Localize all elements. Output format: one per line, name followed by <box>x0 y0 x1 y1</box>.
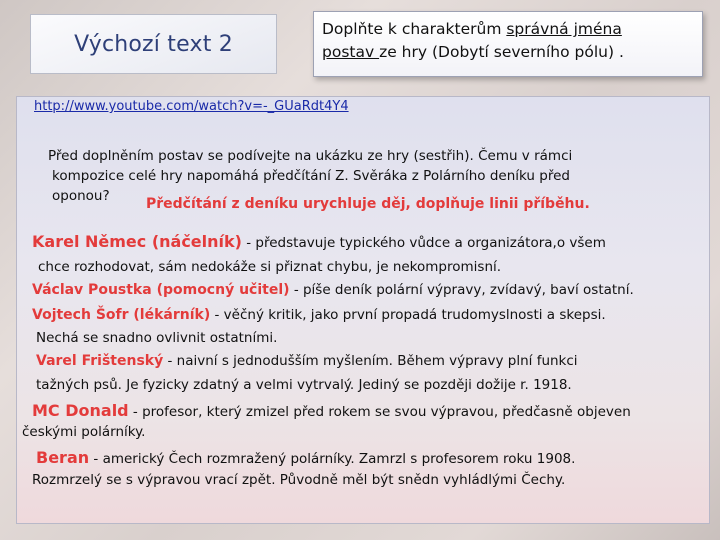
character-4 <box>36 351 578 372</box>
character-name-5: MC Donald <box>32 401 129 420</box>
intro-line3: oponou? <box>52 188 110 204</box>
character-desc1-5: - profesor, který zmizel před rokem se svou výpravou, předčasně objeven <box>128 404 631 420</box>
intro-line2: kompozice celé hry napomáhá předčítání Z. Svěráka z Polárního deníku před <box>52 168 570 184</box>
character-desc2-4: tažných psů. Je fyzicky zdatný a velmi vytrvalý. Jediný se později dožije r. 1918. <box>36 377 572 393</box>
title-box <box>30 14 277 74</box>
character-name-2: Václav Poustka (pomocný učitel) <box>32 282 290 298</box>
character-desc2-6: Rozmrzelý se s výpravou vrací zpět. Původně měl být snědn vyhládlými Čechy. <box>32 472 566 488</box>
character-name-3: Vojtech Šofr (lékárník) <box>32 307 211 323</box>
character-desc2-3: Nechá se snadno ovlivnit ostatními. <box>36 330 278 346</box>
character-desc2-5: českými polárníky. <box>22 424 146 440</box>
page-title: Výchozí text 2 <box>74 31 233 57</box>
youtube-link[interactable]: http://www.youtube.com/watch?v=-_GUaRdt4Y4 <box>34 99 349 114</box>
task-line2-plain: ze hry (Dobytí severního pólu) . <box>379 43 624 61</box>
intro-line1: Před doplněním postav se podívejte na ukázku ze hry (sestřih). Čemu v rámci <box>48 148 573 164</box>
character-desc1-4: - naivní s jednodušším myšlením. Během výpravy plní funkci <box>163 353 578 369</box>
character-desc1-2: - píše deník polární výpravy, zvídavý, baví ostatní. <box>289 282 634 298</box>
character-5 <box>32 400 631 423</box>
character-name-6: Beran <box>36 448 90 467</box>
task-box <box>313 11 703 77</box>
character-desc1-3: - věčný kritik, jako první propadá trudomyslnosti a skepsi. <box>210 307 606 323</box>
character-6 <box>36 447 575 470</box>
task-line1-plain: Doplňte k charakterům <box>322 20 507 38</box>
intro-answer: Předčítání z deníku urychluje děj, doplňuje linii příběhu. <box>146 196 590 212</box>
character-desc1-1: - představuje typického vůdce a organizátora,o všem <box>241 235 606 251</box>
task-line1-underlined: správná jména <box>506 20 622 38</box>
character-1 <box>32 231 606 254</box>
character-name-1: Karel Němec (náčelník) <box>32 232 242 251</box>
task-line2-underlined: postav <box>322 43 380 61</box>
character-name-4: Varel Frištenský <box>36 353 164 369</box>
character-desc1-6: - americký Čech rozmražený polárníky. Zamrzl s profesorem roku 1908. <box>89 451 576 467</box>
character-3 <box>32 305 606 326</box>
character-desc2-1: chce rozhodovat, sám nedokáže si přiznat chybu, je nekompromisní. <box>38 259 502 275</box>
character-2 <box>32 280 634 301</box>
